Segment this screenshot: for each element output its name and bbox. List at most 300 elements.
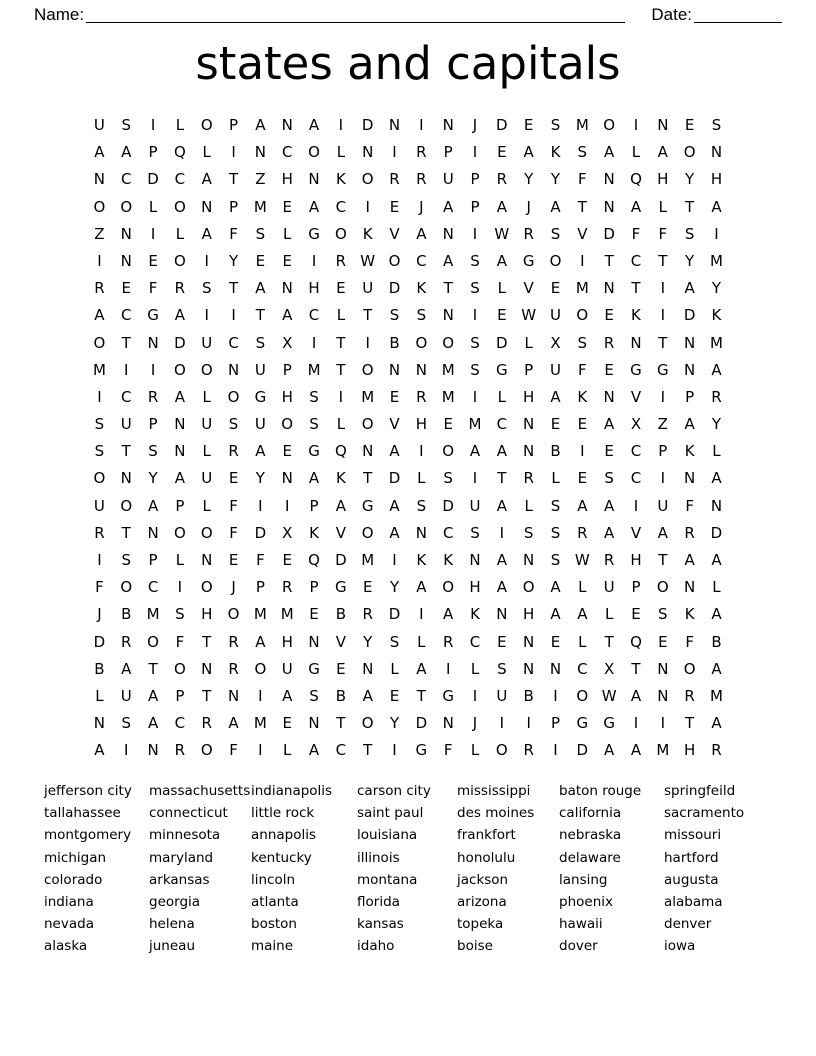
word-list-item[interactable]: saint paul [357,805,424,822]
word-list-item[interactable]: california [559,805,622,822]
word-list-item[interactable]: louisiana [357,827,418,844]
grid-cell[interactable]: A [94,143,105,162]
grid-cell[interactable]: N [603,387,615,406]
grid-cell[interactable]: F [631,224,641,243]
word-list-item[interactable]: juneau [149,938,195,955]
grid-cell[interactable]: O [522,578,535,597]
grid-cell[interactable]: S [497,659,507,678]
grid-cell[interactable]: M [253,197,267,216]
grid-cell[interactable]: O [200,360,213,379]
grid-cell[interactable]: O [173,360,186,379]
grid-cell[interactable]: A [630,741,642,760]
grid-cell[interactable]: I [419,442,424,461]
grid-cell[interactable]: I [660,714,666,733]
grid-cell[interactable]: O [147,632,159,651]
grid-cell[interactable]: F [256,551,265,569]
grid-cell[interactable]: Y [685,251,695,270]
grid-cell[interactable]: H [281,632,293,651]
word-list-item[interactable]: atlanta [251,893,299,910]
grid-cell[interactable]: J [472,116,478,134]
grid-cell[interactable]: I [472,306,478,325]
grid-cell[interactable]: L [470,741,480,760]
grid-cell[interactable]: A [577,605,588,624]
grid-cell[interactable]: E [362,578,373,597]
grid-cell[interactable]: P [175,496,185,515]
grid-cell[interactable]: C [121,387,132,406]
grid-cell[interactable]: R [94,523,105,542]
grid-cell[interactable]: A [255,442,266,461]
grid-cell[interactable]: L [175,224,185,243]
grid-cell[interactable]: I [311,333,317,352]
grid-cell[interactable]: O [442,333,455,352]
grid-cell[interactable]: N [442,224,454,243]
grid-cell[interactable]: A [684,415,695,434]
grid-cell[interactable]: I [284,496,290,515]
grid-cell[interactable]: S [416,306,427,325]
grid-cell[interactable]: N [362,143,374,162]
grid-cell[interactable]: I [150,116,156,134]
grid-cell[interactable]: Z [657,415,668,434]
grid-cell[interactable]: A [469,442,481,461]
grid-cell[interactable]: Y [389,714,400,733]
grid-cell[interactable]: O [254,659,267,678]
grid-cell[interactable]: C [496,415,508,434]
grid-cell[interactable]: N [657,686,669,705]
grid-cell[interactable]: A [94,741,105,760]
grid-cell[interactable]: X [282,523,293,542]
grid-cell[interactable]: T [121,442,131,461]
grid-cell[interactable]: N [684,578,696,597]
grid-cell[interactable]: U [120,686,132,705]
grid-cell[interactable]: O [334,224,347,243]
grid-cell[interactable]: K [577,387,588,406]
grid-cell[interactable]: A [174,306,186,325]
grid-cell[interactable]: O [576,306,589,325]
grid-cell[interactable]: K [684,442,695,461]
grid-cell[interactable]: G [442,686,454,705]
grid-cell[interactable]: I [633,714,639,733]
word-list-item[interactable]: carson city [357,783,431,799]
grid-cell[interactable]: C [469,632,481,651]
word-list-item[interactable]: colorado [44,871,103,888]
grid-cell[interactable]: S [228,415,239,434]
grid-cell[interactable]: W [521,306,537,325]
grid-cell[interactable]: S [523,523,534,542]
grid-cell[interactable]: N [147,333,159,352]
grid-cell[interactable]: R [228,632,239,651]
grid-cell[interactable]: I [660,306,666,325]
grid-cell[interactable]: L [604,605,614,624]
grid-cell[interactable]: H [308,279,320,298]
word-list-item[interactable]: boise [457,938,493,955]
grid-cell[interactable]: S [148,442,158,461]
grid-cell[interactable]: D [496,116,508,134]
grid-cell[interactable]: V [523,279,534,298]
grid-cell[interactable]: A [174,469,186,488]
grid-cell[interactable]: D [335,551,347,569]
grid-cell[interactable]: Y [524,170,534,189]
grid-cell[interactable]: D [683,306,696,325]
grid-cell[interactable]: T [685,714,695,733]
grid-cell[interactable]: A [711,469,722,488]
grid-cell[interactable]: R [281,578,293,597]
word-list-item[interactable]: frankfort [457,827,516,844]
grid-cell[interactable]: A [121,143,132,162]
grid-cell[interactable]: A [577,496,588,515]
grid-cell[interactable]: N [496,605,508,624]
grid-cell[interactable]: J [472,714,478,733]
grid-cell[interactable]: G [308,224,320,243]
grid-cell[interactable]: N [415,523,427,542]
grid-cell[interactable]: S [121,116,131,134]
grid-cell[interactable]: H [630,551,642,569]
grid-cell[interactable]: P [309,578,319,597]
grid-cell[interactable]: K [362,224,373,243]
grid-cell[interactable]: E [255,251,266,270]
grid-cell[interactable]: L [202,442,211,461]
grid-cell[interactable]: M [709,333,723,352]
grid-cell[interactable]: S [577,143,588,162]
grid-cell[interactable]: I [231,143,236,162]
grid-cell[interactable]: B [335,686,347,705]
grid-cell[interactable]: E [577,469,588,488]
grid-cell[interactable]: U [442,170,454,189]
grid-cell[interactable]: A [443,605,454,624]
grid-cell[interactable]: D [415,714,428,733]
grid-cell[interactable]: E [336,279,346,298]
grid-cell[interactable]: N [281,469,293,488]
grid-cell[interactable]: O [442,442,455,461]
word-list-item[interactable]: florida [357,893,400,910]
word-list-item[interactable]: little rock [251,805,315,822]
grid-cell[interactable]: K [711,306,722,325]
grid-cell[interactable]: T [228,170,239,189]
grid-cell[interactable]: A [416,578,427,597]
grid-cell[interactable]: E [282,251,292,270]
grid-cell[interactable]: G [630,360,642,379]
grid-cell[interactable]: G [496,360,508,379]
grid-cell[interactable]: E [604,442,614,461]
grid-cell[interactable]: G [656,360,669,379]
grid-cell[interactable]: I [311,251,317,270]
word-list-item[interactable]: dover [559,938,598,955]
grid-cell[interactable]: E [282,197,292,216]
grid-cell[interactable]: I [365,333,370,352]
grid-cell[interactable]: A [711,659,722,678]
grid-cell[interactable]: R [389,170,400,189]
grid-cell[interactable]: Y [148,469,158,488]
grid-cell[interactable]: I [258,741,263,760]
grid-cell[interactable]: D [496,333,508,352]
grid-cell[interactable]: T [121,333,131,352]
grid-cell[interactable]: L [336,143,346,162]
grid-cell[interactable]: P [148,415,158,434]
grid-cell[interactable]: O [361,523,374,542]
grid-cell[interactable]: N [227,360,240,379]
grid-cell[interactable]: P [255,578,265,597]
grid-cell[interactable]: A [496,197,507,216]
grid-cell[interactable]: A [255,116,266,134]
grid-cell[interactable]: N [684,333,696,352]
grid-cell[interactable]: T [148,659,158,678]
name-write-in-line[interactable] [86,8,625,23]
grid-cell[interactable]: F [229,741,238,760]
grid-cell[interactable]: N [174,442,186,461]
grid-cell[interactable]: E [550,415,561,434]
grid-cell[interactable]: F [685,496,694,515]
grid-cell[interactable]: A [604,415,615,434]
grid-cell[interactable]: R [523,741,534,760]
grid-cell[interactable]: N [630,333,642,352]
grid-cell[interactable]: N [281,116,293,134]
grid-cell[interactable]: P [309,496,319,515]
grid-cell[interactable]: E [228,551,239,569]
word-list-item[interactable]: nevada [44,916,94,933]
grid-cell[interactable]: V [577,224,588,243]
grid-cell[interactable]: R [335,251,347,270]
grid-cell[interactable]: I [472,686,478,705]
grid-cell[interactable]: C [174,714,186,733]
grid-cell[interactable]: A [416,224,427,243]
grid-cell[interactable]: T [631,279,641,298]
grid-cell[interactable]: D [174,333,186,352]
grid-cell[interactable]: T [416,686,426,705]
grid-cell[interactable]: A [416,659,427,678]
grid-cell[interactable]: T [228,279,239,298]
word-list-item[interactable]: springfeild [664,783,736,799]
grid-cell[interactable]: R [174,279,186,298]
grid-cell[interactable]: G [415,741,428,760]
grid-cell[interactable]: T [336,333,346,352]
grid-cell[interactable]: T [336,714,346,733]
grid-cell[interactable]: A [389,523,400,542]
grid-cell[interactable]: L [524,333,533,352]
grid-cell[interactable]: U [93,496,105,515]
grid-cell[interactable]: I [633,496,639,515]
grid-cell[interactable]: C [442,523,454,542]
grid-cell[interactable]: S [309,686,319,705]
grid-cell[interactable]: H [523,387,535,406]
grid-cell[interactable]: K [631,306,641,325]
grid-cell[interactable]: M [441,360,455,379]
grid-cell[interactable]: R [496,170,508,189]
grid-cell[interactable]: U [254,360,266,379]
grid-cell[interactable]: T [202,686,212,705]
grid-cell[interactable]: O [495,741,508,760]
grid-cell[interactable]: S [121,714,131,733]
grid-cell[interactable]: C [121,306,132,325]
grid-cell[interactable]: N [308,170,320,189]
grid-cell[interactable]: M [468,415,482,434]
grid-cell[interactable]: N [174,415,186,434]
grid-cell[interactable]: L [148,197,158,216]
grid-cell[interactable]: R [228,659,239,678]
grid-cell[interactable]: M [441,387,455,406]
word-list-item[interactable]: missouri [664,827,722,844]
grid-cell[interactable]: L [578,578,587,597]
grid-cell[interactable]: M [92,360,106,379]
grid-cell[interactable]: T [443,279,453,298]
grid-cell[interactable]: W [360,251,376,270]
grid-cell[interactable]: I [204,251,209,270]
grid-cell[interactable]: A [550,197,561,216]
grid-cell[interactable]: Y [389,578,400,597]
grid-cell[interactable]: L [283,741,292,760]
grid-cell[interactable]: A [496,496,507,515]
grid-cell[interactable]: A [147,496,159,515]
grid-cell[interactable]: E [282,714,292,733]
grid-cell[interactable]: M [253,714,267,733]
grid-cell[interactable]: P [148,143,158,162]
grid-cell[interactable]: E [604,306,614,325]
grid-cell[interactable]: L [202,496,211,515]
grid-cell[interactable]: E [443,415,453,434]
grid-cell[interactable]: M [575,116,589,134]
grid-cell[interactable]: K [309,523,319,542]
grid-cell[interactable]: U [201,415,213,434]
grid-cell[interactable]: I [499,714,505,733]
grid-cell[interactable]: H [201,605,213,624]
grid-cell[interactable]: R [228,442,239,461]
grid-cell[interactable]: I [660,469,666,488]
grid-cell[interactable]: H [710,170,723,189]
grid-cell[interactable]: T [336,360,346,379]
grid-cell[interactable]: A [308,197,320,216]
grid-cell[interactable]: N [201,197,213,216]
grid-cell[interactable]: L [417,632,426,651]
grid-cell[interactable]: L [497,279,507,298]
grid-cell[interactable]: Y [363,632,373,651]
grid-cell[interactable]: R [684,686,695,705]
word-list-item[interactable]: jackson [457,871,509,888]
grid-cell[interactable]: L [712,578,721,597]
grid-cell[interactable]: O [281,415,294,434]
grid-cell[interactable]: R [94,279,105,298]
grid-cell[interactable]: T [658,551,668,569]
grid-cell[interactable]: P [148,551,158,569]
grid-cell[interactable]: S [470,523,480,542]
grid-cell[interactable]: N [442,714,454,733]
grid-cell[interactable]: T [363,306,373,325]
grid-cell[interactable]: L [175,551,185,569]
grid-cell[interactable]: P [282,360,292,379]
grid-cell[interactable]: S [389,306,400,325]
grid-cell[interactable]: F [229,224,238,243]
grid-cell[interactable]: L [283,224,292,243]
word-list-item[interactable]: honolulu [457,849,516,866]
grid-cell[interactable]: A [174,387,186,406]
grid-cell[interactable]: E [228,469,239,488]
grid-cell[interactable]: J [97,605,102,624]
grid-cell[interactable]: N [684,469,696,488]
grid-cell[interactable]: A [550,605,561,624]
grid-cell[interactable]: O [603,116,616,134]
grid-cell[interactable]: S [550,551,561,569]
grid-cell[interactable]: A [308,116,320,134]
word-list-item[interactable]: minnesota [149,827,221,844]
grid-cell[interactable]: Q [173,143,186,162]
word-list-item[interactable]: indiana [44,893,94,910]
grid-cell[interactable]: D [388,279,401,298]
grid-cell[interactable]: V [630,523,642,542]
grid-cell[interactable]: N [362,659,374,678]
grid-cell[interactable]: R [174,741,186,760]
grid-cell[interactable]: M [709,686,723,705]
grid-cell[interactable]: U [93,116,105,134]
grid-cell[interactable]: B [523,686,534,705]
grid-cell[interactable]: T [363,741,373,760]
grid-cell[interactable]: U [550,360,561,379]
grid-cell[interactable]: B [121,605,132,624]
grid-cell[interactable]: E [658,632,668,651]
grid-cell[interactable]: I [392,143,397,162]
grid-cell[interactable]: O [93,333,106,352]
grid-cell[interactable]: X [604,659,615,678]
grid-cell[interactable]: O [388,251,401,270]
grid-cell[interactable]: M [361,387,375,406]
grid-cell[interactable]: N [657,116,669,134]
word-list-item[interactable]: des moines [457,805,535,822]
grid-cell[interactable]: L [95,686,104,705]
grid-cell[interactable]: N [120,251,132,270]
grid-cell[interactable]: N [93,170,106,189]
grid-cell[interactable]: S [470,360,480,379]
grid-cell[interactable]: O [120,197,133,216]
grid-cell[interactable]: I [231,306,236,325]
grid-cell[interactable]: C [630,251,642,270]
date-write-in-line[interactable] [694,8,782,23]
grid-cell[interactable]: I [97,387,102,406]
word-list-item[interactable]: nebraska [559,827,622,844]
grid-cell[interactable]: V [389,415,400,434]
grid-cell[interactable]: C [416,251,427,270]
grid-cell[interactable]: S [470,333,480,352]
grid-cell[interactable]: J [231,578,236,597]
grid-cell[interactable]: E [389,686,400,705]
grid-cell[interactable]: J [419,197,424,216]
word-list-item[interactable]: kansas [357,916,404,933]
grid-cell[interactable]: A [228,714,239,733]
grid-cell[interactable]: K [470,605,480,624]
grid-cell[interactable]: E [497,143,507,162]
word-list-item[interactable]: kentucky [251,849,312,866]
grid-cell[interactable]: O [173,659,186,678]
grid-cell[interactable]: S [255,224,266,243]
grid-cell[interactable]: L [578,632,587,651]
grid-cell[interactable]: L [631,143,641,162]
grid-cell[interactable]: I [150,360,156,379]
word-list-item[interactable]: alaska [44,938,88,955]
grid-cell[interactable]: Y [711,279,722,298]
grid-cell[interactable]: A [255,279,266,298]
grid-cell[interactable]: N [603,279,615,298]
grid-cell[interactable]: D [254,523,267,542]
grid-cell[interactable]: K [416,551,427,569]
grid-cell[interactable]: M [709,251,723,270]
grid-cell[interactable]: A [201,224,212,243]
grid-cell[interactable]: A [630,686,642,705]
grid-cell[interactable]: L [497,387,507,406]
grid-cell[interactable]: K [684,605,695,624]
grid-cell[interactable]: A [684,551,695,569]
grid-cell[interactable]: S [550,523,561,542]
grid-cell[interactable]: I [472,469,478,488]
word-search-grid[interactable] [86,112,730,765]
grid-cell[interactable]: G [335,578,347,597]
grid-cell[interactable]: A [335,496,346,515]
grid-cell[interactable]: U [281,659,293,678]
grid-cell[interactable]: G [522,251,535,270]
